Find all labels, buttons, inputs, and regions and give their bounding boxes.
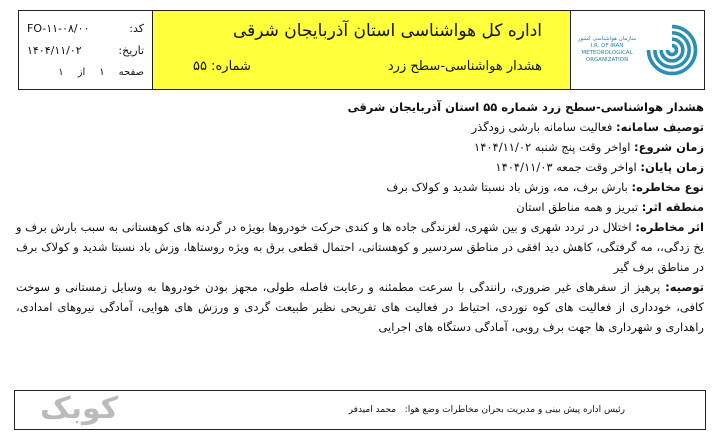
- field-value: اختلال در تردد شهری و بین شهری، لغزندگی جاده ها و کندی حرکت خودروها بویژه در گردنه های کوهستانی به سبب بارش برف و یخ زدگی،، مه گرفتگی، کاهش دید افقی در مناطق سردسیر و کوهستانی، احتمال قطعی برق به ویژه روستاها، وزش باد نسبتا شدید و کولاک برف در مناطق برف گیر: [16, 220, 704, 274]
- field-recommendation: [16, 277, 704, 337]
- field-value: فعالیت سامانه بارشی زودگذر: [471, 120, 613, 134]
- meteorological-organization-logo: [571, 11, 704, 89]
- code-label: کد:: [129, 21, 144, 35]
- field-label: زمان پایان:: [640, 160, 704, 174]
- field-system-description: [16, 117, 704, 137]
- warning-title: هشدار هواشناسی-سطح زرد شماره ۵۵ استان آذربایجان شرقی: [347, 100, 704, 114]
- code-value: FO-۱۱-۰۸/۰۰: [27, 21, 90, 35]
- date-value: ۱۴۰۴/۱۱/۰۲: [27, 43, 82, 57]
- warning-level: هشدار هواشناسی-سطح زرد: [387, 59, 542, 74]
- field-label: اثر مخاطره:: [635, 220, 704, 234]
- field-value: اواخر وقت پنج شنبه ۱۴۰۴/۱۱/۰۲: [474, 140, 631, 154]
- field-label: زمان شروع:: [634, 140, 704, 154]
- spiral-logo-icon: [644, 22, 700, 78]
- field-value: پرهیز از سفرهای غیر ضروری، رانندگی با سرعت مطمئنه و رعایت فاصله طولی، مجهز بودن خودروها به وسایل زمستانی و سوخت کافی، خودداری از فعالیت های کوه نوردی، احتیاط در فعالیت های تفریحی نظیر طبیعت گردی و ورزش های هوایی، آمادگی نیروهای امدادی، راهداری و شهرداری ها جهت برف روبی، آمادگی دستگاه های اجرایی: [16, 280, 704, 334]
- field-label: توصیه:: [665, 280, 705, 294]
- signer-name: محمد امیدفر: [348, 405, 397, 415]
- document-meta: [19, 11, 153, 89]
- field-hazard-impact: [16, 217, 704, 277]
- field-hazard-type: [16, 177, 704, 197]
- logo-text: METEOROLOGICAL: [581, 50, 633, 56]
- page-number: ۱: [99, 66, 105, 78]
- page-total: ۱: [58, 66, 64, 78]
- warning-number: شماره: ۵۵: [193, 59, 251, 74]
- page-label: صفحه: [118, 66, 144, 78]
- field-label: منطقه اثر:: [641, 200, 704, 214]
- field-value: اواخر وقت جمعه ۱۴۰۴/۱۱/۰۳: [495, 160, 637, 174]
- field-affected-area: [16, 197, 704, 217]
- logo-caption: [574, 36, 640, 64]
- logo-text: ORGANIZATION: [585, 57, 629, 63]
- logo-text: سازمان هواشناسی کشور: [577, 36, 637, 42]
- field-value: تبریز و همه مناطق استان: [516, 200, 639, 214]
- watermark: کوبک: [40, 391, 119, 426]
- logo-text: I.R. OF IRAN: [590, 43, 624, 49]
- org-title: اداره کل هواشناسی استان آذربایجان شرقی: [232, 21, 542, 41]
- field-start-time: [16, 137, 704, 157]
- document-header: [18, 10, 705, 90]
- field-label: توصیف سامانه:: [616, 120, 704, 134]
- title-banner: [153, 11, 571, 89]
- warning-body: [16, 97, 704, 337]
- field-end-time: [16, 157, 704, 177]
- field-value: بارش برف، مه، وزش باد نسبتا شدید و کولاک برف: [386, 180, 628, 194]
- page-of: از: [77, 66, 86, 78]
- signer-role: رئیس اداره پیش بینی و مدیریت بحران مخاطرات وضع هوا:: [404, 405, 625, 415]
- date-label: تاریخ:: [118, 43, 144, 57]
- field-label: نوع مخاطره:: [631, 180, 704, 194]
